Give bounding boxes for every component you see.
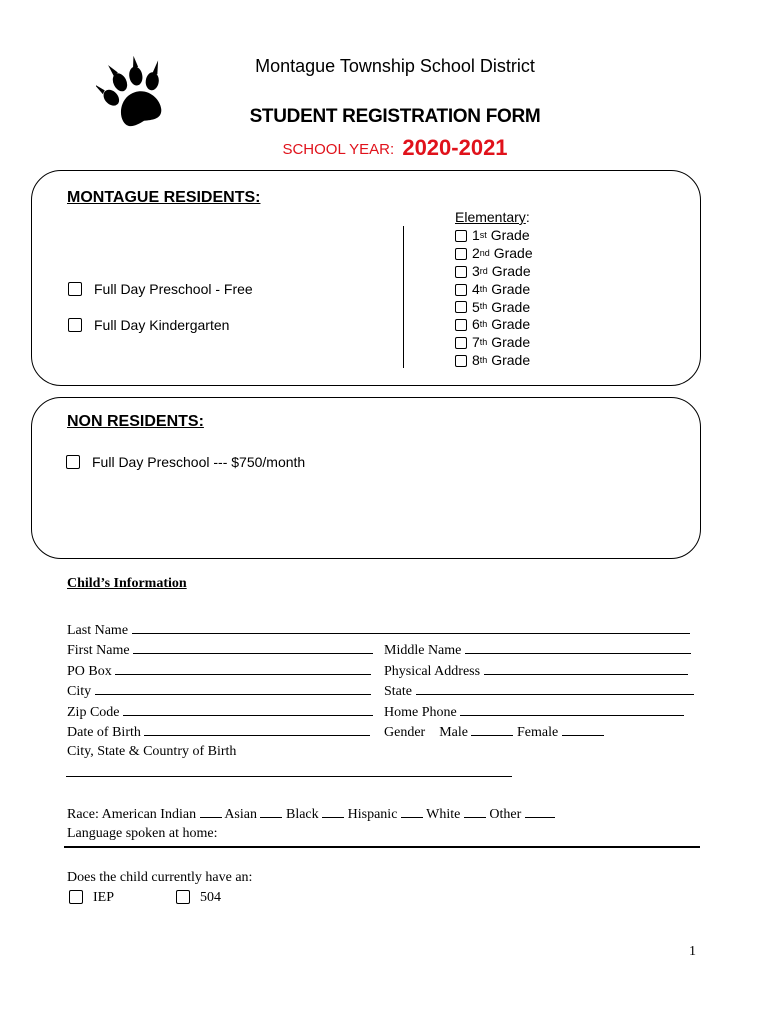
grade-option-1[interactable]: 1 $^{st}$ Grade [455, 227, 533, 245]
checkbox[interactable] [455, 319, 467, 331]
checkbox[interactable] [455, 337, 467, 349]
home-phone-field[interactable]: Home Phone [384, 703, 684, 721]
race-line[interactable] [200, 805, 222, 818]
checkbox[interactable] [66, 455, 80, 469]
race-line[interactable] [260, 805, 282, 818]
grade-option-7[interactable]: 7 $^{th}$ Grade [455, 334, 533, 352]
language-line[interactable] [64, 846, 700, 848]
race-line[interactable] [464, 805, 486, 818]
checkbox[interactable] [68, 318, 82, 332]
zip-code-line[interactable] [123, 703, 373, 716]
form-title: STUDENT REGISTRATION FORM [249, 106, 541, 127]
page-number: 1 [689, 944, 696, 959]
city-field[interactable]: City [67, 682, 371, 700]
female-line[interactable] [562, 723, 604, 736]
grade-option-3[interactable]: 3 $^{rd}$ Grade [455, 263, 533, 281]
school-year-value: 2020-2021 [402, 135, 508, 160]
physical-address-line[interactable] [484, 662, 688, 675]
date-of-birth-field[interactable]: Date of Birth [67, 723, 370, 741]
option-preschool-paid[interactable] [66, 454, 305, 470]
birth-place-line[interactable] [66, 776, 512, 777]
middle-name-line[interactable] [465, 641, 691, 654]
first-name-field[interactable]: First Name [67, 641, 373, 659]
state-line[interactable] [416, 682, 694, 695]
language-label: Language spoken at home: [67, 826, 218, 841]
zip-code-field[interactable]: Zip Code [67, 703, 373, 721]
school-year-label: SCHOOL YEAR: [282, 141, 395, 158]
child-info-heading: Child’s Information [67, 576, 187, 591]
option-label: Full Day Preschool --- $750/month [92, 454, 306, 470]
grade-option-8[interactable]: 8 $^{th}$ Grade [455, 352, 533, 370]
po-box-line[interactable] [115, 662, 371, 675]
state-field[interactable]: State [384, 682, 694, 700]
option-label: Full Day Kindergarten [94, 317, 230, 333]
grade-option-5[interactable]: 5 $^{th}$ Grade [455, 299, 533, 317]
male-line[interactable] [471, 723, 513, 736]
elementary-label: Elementary [455, 209, 526, 225]
last-name-field[interactable]: Last Name [67, 621, 690, 639]
date-of-birth-line[interactable] [144, 723, 370, 736]
grade-option-2[interactable]: 2 $^{nd}$ Grade [455, 245, 533, 263]
elementary-grades: Elementary: 1 $^{st}$ Grade 2 $^{nd}$ Grade 3 $^{rd}$ Grade 4 $^{th}$ Grade 5 $^{th}$ Grade 6 $^{th}$ Grade 7 $^{th}$ Grade 8 $^{th}$ Grade [455, 209, 533, 369]
checkbox[interactable] [455, 266, 467, 278]
gender-field[interactable]: Gender Male Female [384, 723, 604, 741]
city-line[interactable] [95, 682, 371, 695]
school-year [0, 134, 770, 160]
middle-name-field[interactable]: Middle Name [384, 641, 691, 659]
column-divider [403, 226, 404, 368]
option-kindergarten[interactable] [68, 317, 229, 333]
physical-address-field[interactable]: Physical Address [384, 662, 688, 680]
race-field[interactable]: Race: American Indian Asian Black Hispanic White Other [67, 805, 555, 823]
checkbox[interactable] [455, 355, 467, 367]
grade-option-4[interactable]: 4 $^{th}$ Grade [455, 281, 533, 299]
race-line[interactable] [525, 805, 555, 818]
home-phone-line[interactable] [460, 703, 684, 716]
checkbox[interactable] [455, 248, 467, 260]
option-preschool-free[interactable] [68, 281, 253, 297]
iep-option[interactable]: IEP [69, 890, 114, 906]
checkbox[interactable] [455, 284, 467, 296]
race-line[interactable] [322, 805, 344, 818]
checkbox[interactable] [455, 230, 467, 242]
grade-option-6[interactable]: 6 $^{th}$ Grade [455, 316, 533, 334]
po-box-field[interactable]: PO Box [67, 662, 371, 680]
last-name-line[interactable] [132, 621, 690, 634]
birth-place-label: City, State & Country of Birth [67, 744, 237, 759]
non-residents-heading: NON RESIDENTS: [67, 413, 204, 430]
checkbox[interactable] [68, 282, 82, 296]
checkbox[interactable] [455, 301, 467, 313]
checkbox[interactable] [69, 890, 83, 904]
checkbox[interactable] [176, 890, 190, 904]
plan-504-option[interactable]: 504 [176, 890, 221, 906]
race-line[interactable] [401, 805, 423, 818]
iep-question: Does the child currently have an: [67, 870, 253, 885]
first-name-line[interactable] [133, 641, 373, 654]
residents-heading: MONTAGUE RESIDENTS: [67, 189, 261, 206]
option-label: Full Day Preschool - Free [94, 281, 253, 297]
district-name: Montague Township School District [255, 56, 535, 76]
